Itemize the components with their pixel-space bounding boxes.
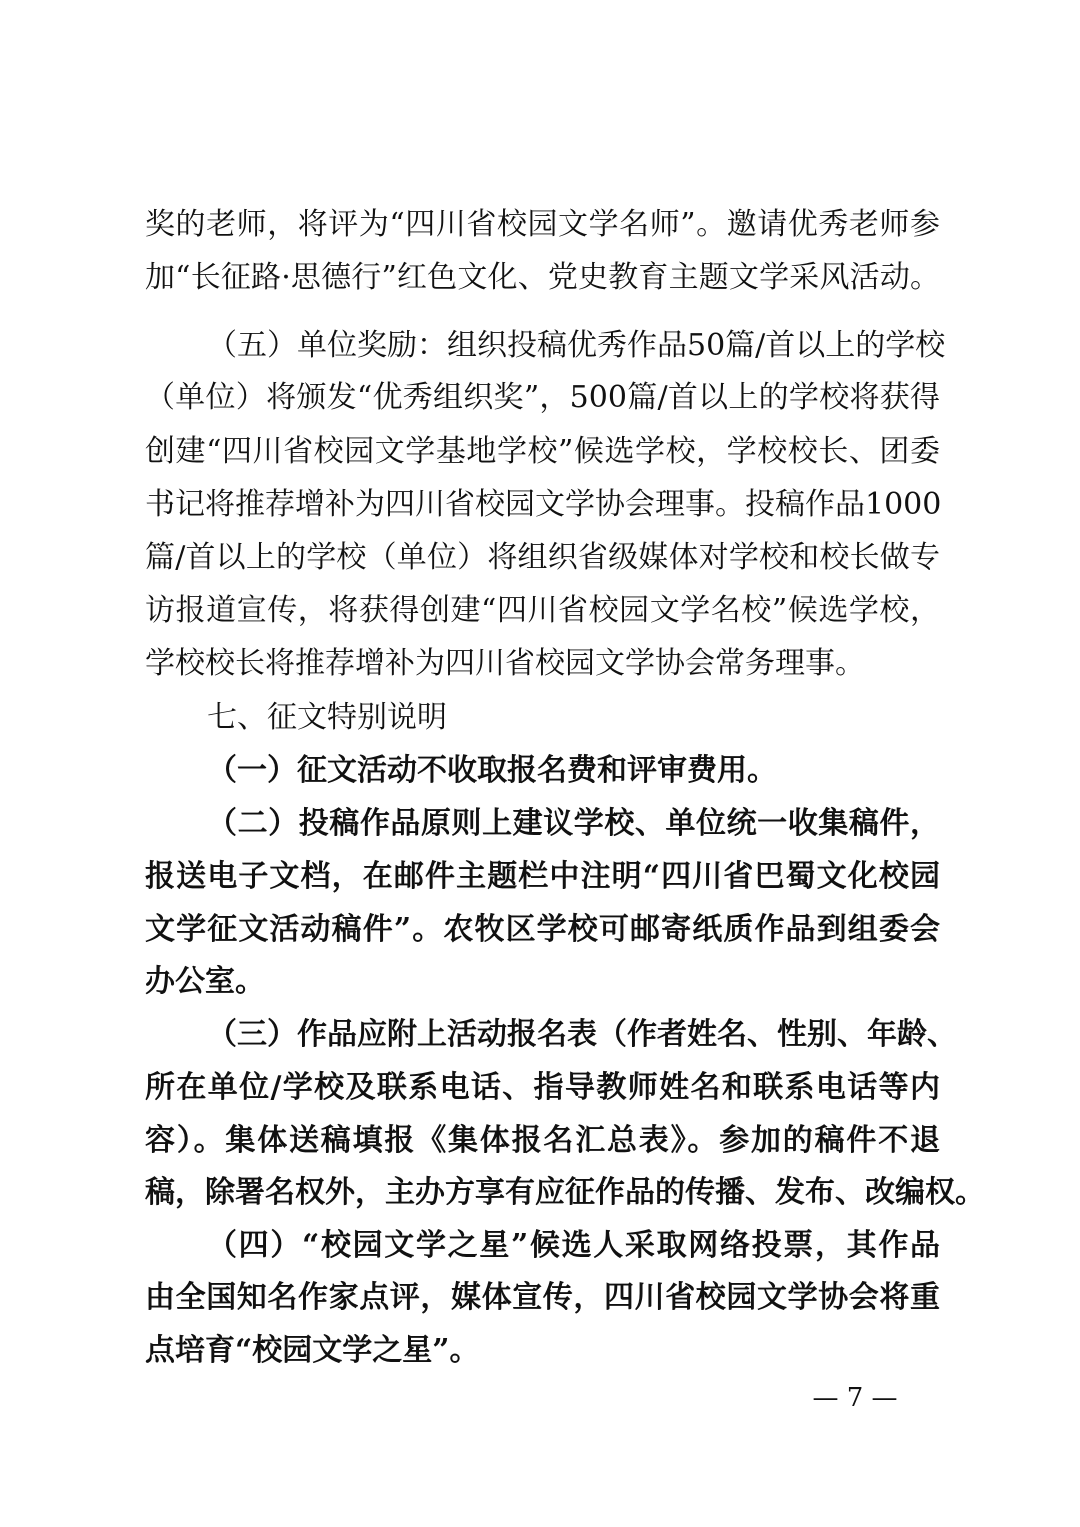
text-line-21: 由全国知名作家点评，媒体宣传，四川省校园文学协会将重 [145,1280,940,1315]
page-number: — 7 — [812,1383,898,1413]
text-line-4: （单位）将颁发“优秀组织奖”，500篇/首以上的学校将获得 [145,380,940,415]
text-line-7: 篇/首以上的学校（单位）将组织省级媒体对学校和校长做专 [145,540,940,575]
text-line-16: （三）作品应附上活动报名表（作者姓名、性别、年龄、 [207,1017,957,1052]
section-heading: 七、征文特别说明 [207,700,447,735]
text-line-11: （一）征文活动不收取报名费和评审费用。 [207,753,777,788]
text-line-12: （二）投稿作品原则上建议学校、单位统一收集稿件， [207,806,940,841]
text-line-22: 点培育“校园文学之星”。 [145,1333,480,1368]
text-line-9: 学校校长将推荐增补为四川省校园文学协会常务理事。 [145,646,865,681]
text-line-14: 文学征文活动稿件”。农牧区学校可邮寄纸质作品到组委会 [145,912,940,947]
text-line-2: 加“长征路·思德行”红色文化、党史教育主题文学采风活动。 [145,260,940,295]
text-line-5: 创建“四川省校园文学基地学校”候选学校，学校校长、团委 [145,434,940,469]
text-line-17: 所在单位/学校及联系电话、指导教师姓名和联系电话等内 [145,1070,940,1105]
text-line-3: （五）单位奖励：组织投稿优秀作品50篇/首以上的学校 [207,328,946,363]
text-line-8: 访报道宣传，将获得创建“四川省校园文学名校”候选学校， [145,593,940,628]
text-line-18: 容）。集体送稿填报《集体报名汇总表》。参加的稿件不退 [145,1123,940,1158]
text-line-20: （四）“校园文学之星”候选人采取网络投票，其作品 [207,1228,940,1263]
text-line-6: 书记将推荐增补为四川省校园文学协会理事。投稿作品1000 [145,487,942,522]
text-line-19: 稿，除署名权外，主办方享有应征作品的传播、发布、改编权。 [145,1175,985,1210]
text-line-1: 奖的老师，将评为“四川省校园文学名师”。邀请优秀老师参 [145,207,940,242]
text-line-15: 办公室。 [145,964,265,999]
text-line-13: 报送电子文档，在邮件主题栏中注明“四川省巴蜀文化校园 [145,859,940,894]
